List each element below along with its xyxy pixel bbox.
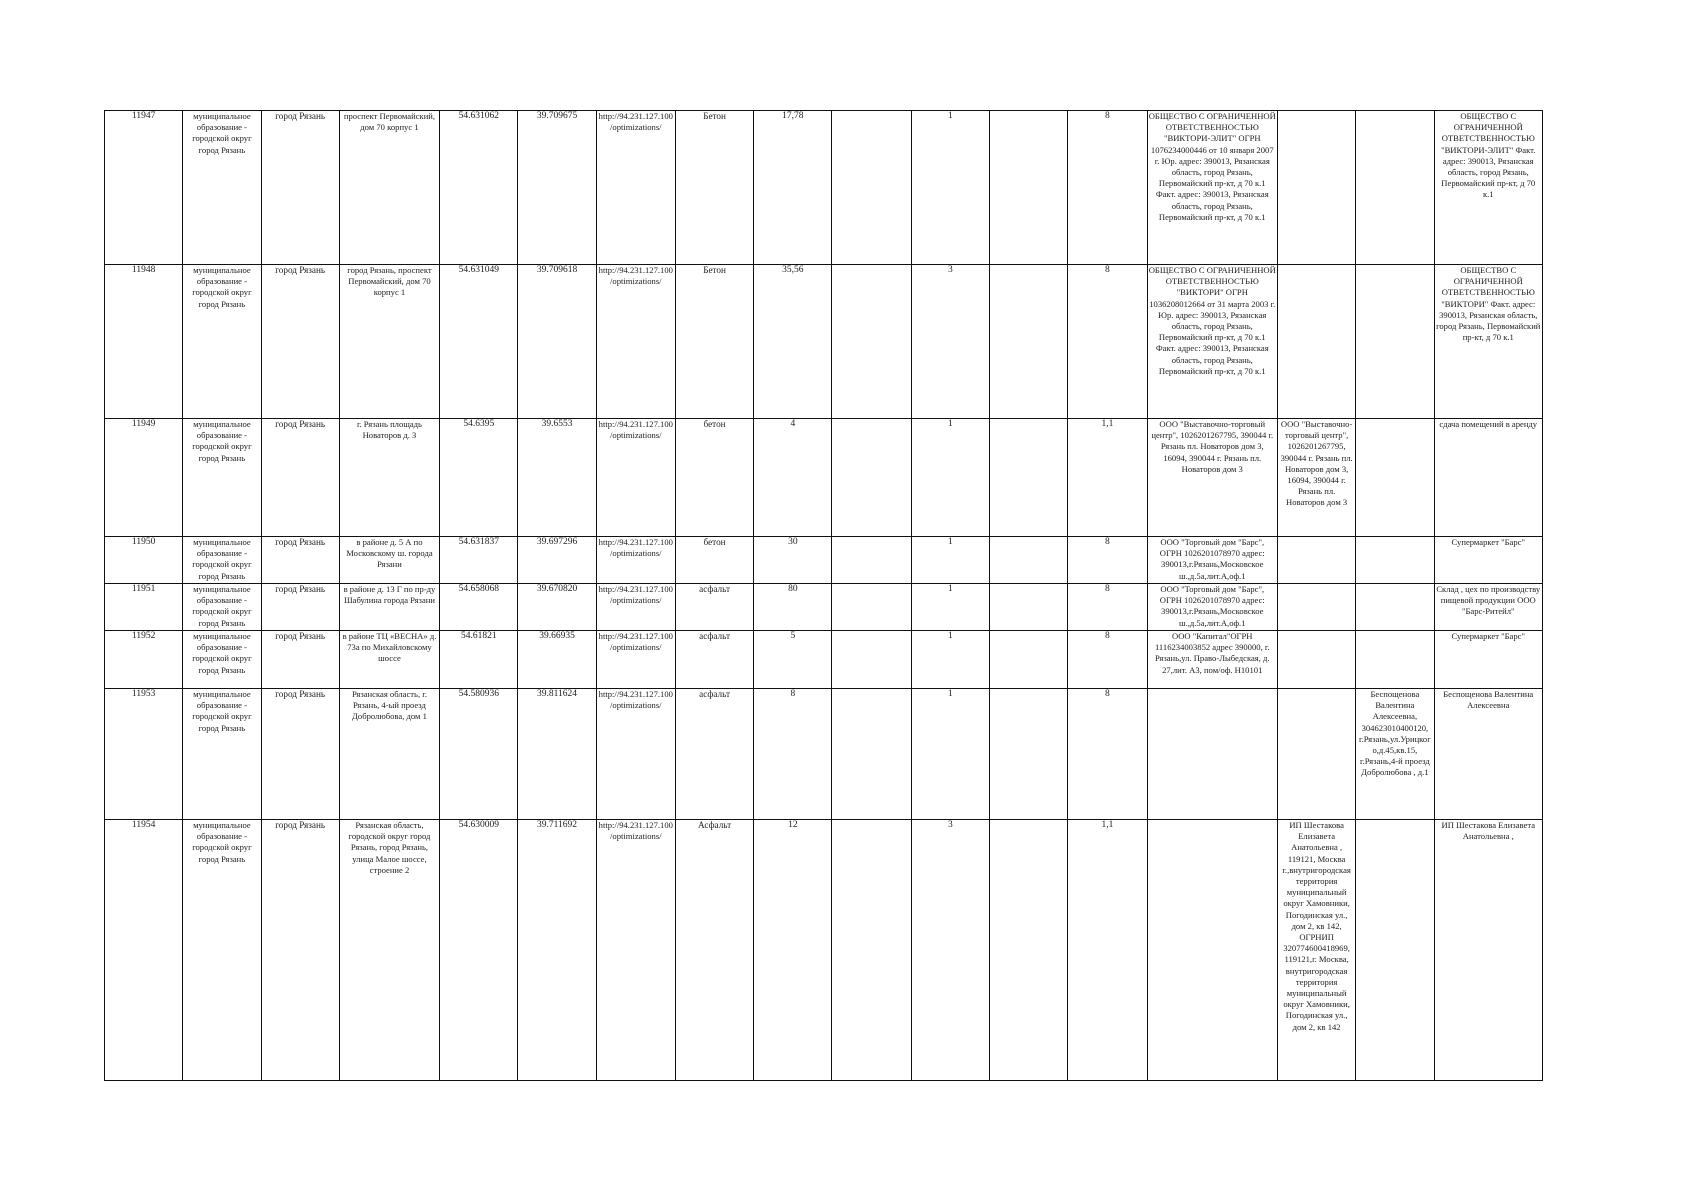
empty-cell — [832, 111, 911, 265]
empty-cell — [990, 111, 1068, 265]
city-cell: город Рязань — [261, 419, 339, 537]
address-cell: в районе д. 5 А по Московскому ш. города Рязани — [339, 537, 439, 584]
empty-cell — [832, 584, 911, 631]
individual-cell — [1356, 419, 1434, 537]
row-number: 11952 — [105, 631, 183, 689]
table-row — [105, 419, 1543, 537]
source-cell: Супермаркет "Барс" — [1434, 537, 1542, 584]
source-cell: сдача помещений в аренду — [1434, 419, 1542, 537]
source-cell: ОБЩЕСТВО С ОГРАНИЧЕННОЙ ОТВЕТСТВЕННОСТЬЮ "ВИКТОРИ" Факт. адрес: 390013, Рязанская область, город Рязань, Первомайский пр-кт, д 70 к.1 — [1434, 265, 1542, 419]
individual-cell — [1356, 111, 1434, 265]
organization-cell: ООО "Капитал"ОГРН 1116234003852 адрес 390000, г. Рязань,ул. Право-Лыбедская, д. 27,лит. А3, пом/оф. Н10101 — [1147, 631, 1277, 689]
owner-cell: муниципальное образование - городской округ город Рязань — [183, 631, 261, 689]
link-cell: http://94.231.127.100/optimizations/ — [596, 689, 675, 820]
owner-cell: муниципальное образование - городской округ город Рязань — [183, 820, 261, 1081]
empty-cell — [990, 537, 1068, 584]
row-number: 11950 — [105, 537, 183, 584]
holder-cell: ООО "Выставочно-торговый центр", 1026201267795, 390044 г. Рязань пл. Новаторов дом 3, 16094, 390044 г. Рязань пл. Новаторов дом 3 — [1277, 419, 1355, 537]
organization-cell: ООО "Торговый дом "Барс", ОГРН 1026201078970 адрес: 390013,г.Рязань,Московское ш.,д.5а,лит.А,оф.1 — [1147, 584, 1277, 631]
count-cell: 1 — [911, 584, 989, 631]
latitude-cell: 54.6395 — [440, 419, 518, 537]
volume-cell: 8 — [1068, 537, 1147, 584]
count-cell: 1 — [911, 419, 989, 537]
table-row — [105, 584, 1543, 631]
organization-cell: ООО "Выставочно-торговый центр", 1026201267795, 390044 г. Рязань пл. Новаторов дом 3, 16094, 390044 г. Рязань пл. Новаторов дом 3 — [1147, 419, 1277, 537]
area-cell: 8 — [754, 689, 832, 820]
holder-cell — [1277, 265, 1355, 419]
address-cell: Рязанская область, городской округ город Рязань, город Рязань, улица Малое шоссе, строение 2 — [339, 820, 439, 1081]
count-cell: 3 — [911, 820, 989, 1081]
surface-cell: асфальт — [675, 584, 753, 631]
longitude-cell: 39.6553 — [518, 419, 596, 537]
address-cell: в районе ТЦ «ВЕСНА» д. 73а по Михайловскому шоссе — [339, 631, 439, 689]
registry-rows — [105, 111, 1543, 1081]
link-cell: http://94.231.127.100/optimizations/ — [596, 111, 675, 265]
owner-cell: муниципальное образование - городской округ город Рязань — [183, 584, 261, 631]
address-cell: город Рязань, проспект Первомайский, дом 70 корпус 1 — [339, 265, 439, 419]
table-row — [105, 111, 1543, 265]
longitude-cell: 39.670820 — [518, 584, 596, 631]
area-cell: 30 — [754, 537, 832, 584]
latitude-cell: 54.580936 — [440, 689, 518, 820]
empty-cell — [990, 419, 1068, 537]
city-cell: город Рязань — [261, 820, 339, 1081]
individual-cell — [1356, 265, 1434, 419]
volume-cell: 8 — [1068, 265, 1147, 419]
surface-cell: бетон — [675, 537, 753, 584]
count-cell: 1 — [911, 111, 989, 265]
individual-cell: Беспощенова Валентина Алексеевна, 304623010400120, г.Рязань,ул.Урицкого,д.45,кв.15, г.Рязань,4-й проезд Добролюбова , д.1 — [1356, 689, 1434, 820]
count-cell: 1 — [911, 689, 989, 820]
link-cell: http://94.231.127.100/optimizations/ — [596, 265, 675, 419]
area-cell: 5 — [754, 631, 832, 689]
row-number: 11951 — [105, 584, 183, 631]
volume-cell: 1,1 — [1068, 419, 1147, 537]
longitude-cell: 39.66935 — [518, 631, 596, 689]
empty-cell — [832, 689, 911, 820]
row-number: 11947 — [105, 111, 183, 265]
surface-cell: бетон — [675, 419, 753, 537]
table-row — [105, 631, 1543, 689]
organization-cell: ОБЩЕСТВО С ОГРАНИЧЕННОЙ ОТВЕТСТВЕННОСТЬЮ "ВИКТОРИ-ЭЛИТ" ОГРН 1076234000446 от 10 января 2007 г. Юр. адрес: 390013, Рязанская область, город Рязань, Первомайский пр-кт, д 70 к.1 Факт. адрес: 390013, Рязанская область, город Рязань, Первомайский пр-кт, д 70 к.1 — [1147, 111, 1277, 265]
holder-cell — [1277, 111, 1355, 265]
longitude-cell: 39.709618 — [518, 265, 596, 419]
latitude-cell: 54.631062 — [440, 111, 518, 265]
address-cell: проспект Первомайский, дом 70 корпус 1 — [339, 111, 439, 265]
area-cell: 80 — [754, 584, 832, 631]
area-cell: 35,56 — [754, 265, 832, 419]
empty-cell — [990, 265, 1068, 419]
surface-cell: асфальт — [675, 631, 753, 689]
area-cell: 17,78 — [754, 111, 832, 265]
surface-cell: Бетон — [675, 111, 753, 265]
count-cell: 3 — [911, 265, 989, 419]
city-cell: город Рязань — [261, 584, 339, 631]
address-cell: в районе д. 13 Г по пр-ду Шабулина города Рязани — [339, 584, 439, 631]
city-cell: город Рязань — [261, 537, 339, 584]
table-row — [105, 820, 1543, 1081]
empty-cell — [832, 265, 911, 419]
link-cell: http://94.231.127.100/optimizations/ — [596, 631, 675, 689]
source-cell: Склад , цех по производству пищевой продукции ООО "Барс-Ритейл" — [1434, 584, 1542, 631]
individual-cell — [1356, 537, 1434, 584]
city-cell: город Рязань — [261, 111, 339, 265]
latitude-cell: 54.630009 — [440, 820, 518, 1081]
volume-cell: 8 — [1068, 689, 1147, 820]
count-cell: 1 — [911, 537, 989, 584]
surface-cell: Бетон — [675, 265, 753, 419]
city-cell: город Рязань — [261, 265, 339, 419]
longitude-cell: 39.709675 — [518, 111, 596, 265]
volume-cell: 8 — [1068, 631, 1147, 689]
volume-cell: 8 — [1068, 584, 1147, 631]
empty-cell — [990, 584, 1068, 631]
volume-cell: 1,1 — [1068, 820, 1147, 1081]
surface-cell: Асфальт — [675, 820, 753, 1081]
address-cell: г. Рязань площадь Новаторов д. 3 — [339, 419, 439, 537]
longitude-cell: 39.811624 — [518, 689, 596, 820]
owner-cell: муниципальное образование - городской округ город Рязань — [183, 265, 261, 419]
organization-cell — [1147, 689, 1277, 820]
source-cell: ОБЩЕСТВО С ОГРАНИЧЕННОЙ ОТВЕТСТВЕННОСТЬЮ "ВИКТОРИ-ЭЛИТ" Факт. адрес: 390013, Рязанская область, город Рязань, Первомайский пр-кт, д 70 к.1 — [1434, 111, 1542, 265]
table-row — [105, 265, 1543, 419]
link-cell: http://94.231.127.100/optimizations/ — [596, 820, 675, 1081]
holder-cell — [1277, 584, 1355, 631]
individual-cell — [1356, 584, 1434, 631]
source-cell: Беспощенова Валентина Алексеевна — [1434, 689, 1542, 820]
owner-cell: муниципальное образование - городской округ город Рязань — [183, 537, 261, 584]
area-cell: 12 — [754, 820, 832, 1081]
city-cell: город Рязань — [261, 631, 339, 689]
latitude-cell: 54.61821 — [440, 631, 518, 689]
empty-cell — [832, 820, 911, 1081]
row-number: 11954 — [105, 820, 183, 1081]
link-cell: http://94.231.127.100/optimizations/ — [596, 419, 675, 537]
latitude-cell: 54.658068 — [440, 584, 518, 631]
empty-cell — [832, 537, 911, 584]
source-cell: Супермаркет "Барс" — [1434, 631, 1542, 689]
empty-cell — [832, 419, 911, 537]
source-cell: ИП Шестакова Елизавета Анатольевна , — [1434, 820, 1542, 1081]
owner-cell: муниципальное образование - городской округ город Рязань — [183, 111, 261, 265]
individual-cell — [1356, 820, 1434, 1081]
empty-cell — [990, 820, 1068, 1081]
longitude-cell: 39.697296 — [518, 537, 596, 584]
organization-cell: ООО "Торговый дом "Барс", ОГРН 1026201078970 адрес: 390013,г.Рязань,Московское ш.,д.5а,лит.А,оф.1 — [1147, 537, 1277, 584]
row-number: 11949 — [105, 419, 183, 537]
holder-cell — [1277, 631, 1355, 689]
city-cell: город Рязань — [261, 689, 339, 820]
longitude-cell: 39.711692 — [518, 820, 596, 1081]
table-row — [105, 689, 1543, 820]
row-number: 11953 — [105, 689, 183, 820]
holder-cell: ИП Шестакова Елизавета Анатольевна , 119121, Москва г.,внутригородская территория муниципальный округ Хамовники, Погодинская ул., дом 2, кв 142, ОГРНИП 320774600418969, 119121,г. Москва, внутригородская территория муниципальный округ Хамовники, Погодинская ул., дом 2, кв 142 — [1277, 820, 1355, 1081]
registry-table — [104, 110, 1543, 1081]
surface-cell: асфальт — [675, 689, 753, 820]
empty-cell — [832, 631, 911, 689]
owner-cell: муниципальное образование - городской округ город Рязань — [183, 419, 261, 537]
empty-cell — [990, 689, 1068, 820]
empty-cell — [990, 631, 1068, 689]
table-row — [105, 537, 1543, 584]
latitude-cell: 54.631837 — [440, 537, 518, 584]
holder-cell — [1277, 689, 1355, 820]
organization-cell — [1147, 820, 1277, 1081]
organization-cell: ОБЩЕСТВО С ОГРАНИЧЕННОЙ ОТВЕТСТВЕННОСТЬЮ "ВИКТОРИ" ОГРН 1036208012664 от 31 марта 2003 г. Юр. адрес: 390013, Рязанская область, город Рязань, Первомайский пр-кт, д 70 к.1 Факт. адрес: 390013, Рязанская область, город Рязань, Первомайский пр-кт, д 70 к.1 — [1147, 265, 1277, 419]
count-cell: 1 — [911, 631, 989, 689]
row-number: 11948 — [105, 265, 183, 419]
volume-cell: 8 — [1068, 111, 1147, 265]
area-cell: 4 — [754, 419, 832, 537]
link-cell: http://94.231.127.100/optimizations/ — [596, 537, 675, 584]
owner-cell: муниципальное образование - городской округ город Рязань — [183, 689, 261, 820]
address-cell: Рязанская область, г. Рязань, 4-ый проезд Добролюбова, дом 1 — [339, 689, 439, 820]
latitude-cell: 54.631049 — [440, 265, 518, 419]
individual-cell — [1356, 631, 1434, 689]
link-cell: http://94.231.127.100/optimizations/ — [596, 584, 675, 631]
holder-cell — [1277, 537, 1355, 584]
